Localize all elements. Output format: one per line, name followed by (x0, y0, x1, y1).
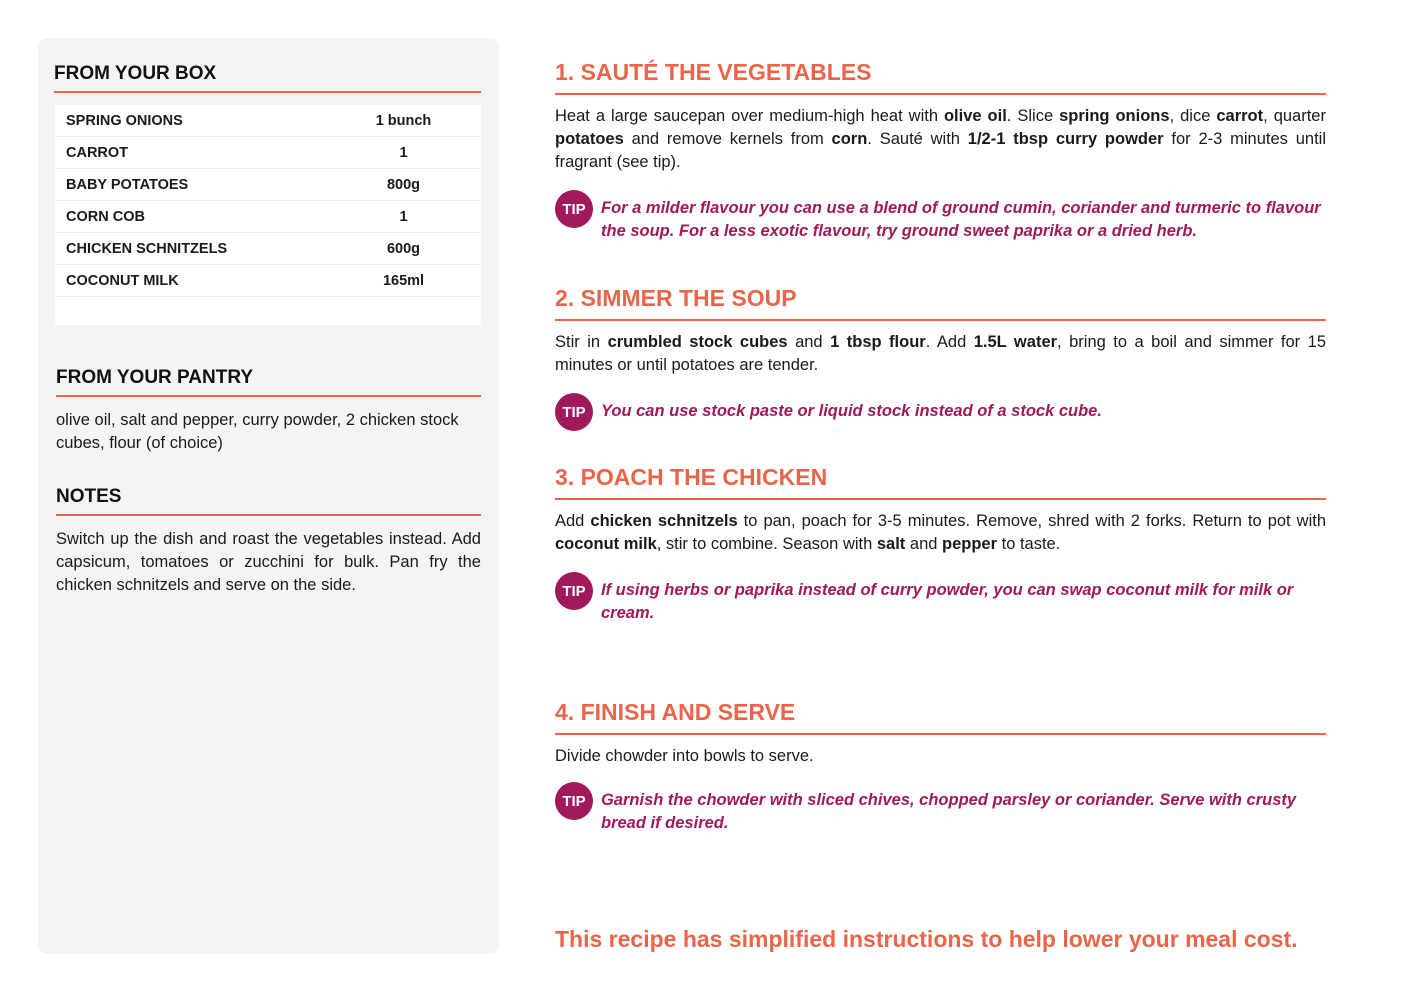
ingredient-emphasis: chicken schnitzels (590, 512, 738, 530)
ingredient-qty: 600g (386, 240, 421, 257)
instruction-text: Heat a large saucepan over medium-high heat with (555, 107, 944, 125)
ingredient-emphasis: spring onions (1059, 107, 1170, 125)
ingredient-name: CARROT (66, 144, 129, 161)
table-row (55, 201, 481, 233)
instruction-text: and remove kernels from (623, 130, 832, 148)
ingredient-name: SPRING ONIONS (66, 112, 183, 129)
ingredient-name: CHICKEN SCHNITZELS (66, 240, 228, 257)
notes-heading: NOTES (56, 486, 481, 516)
ingredients-panel (38, 38, 499, 954)
ingredient-emphasis: olive oil (943, 107, 1007, 125)
box-ingredients-table (55, 105, 481, 325)
tip-text: For a milder flavour you can use a blend of ground cumin, coriander and turmeric to flavour the soup. For a less exotic flavour, try ground sweet paprika or a dried herb. (601, 199, 1321, 240)
ingredient-emphasis: corn (831, 130, 868, 148)
instruction-text: to pan, poach for 3-5 minutes. Remove, shred with 2 forks. Return to pot with (737, 512, 1326, 530)
instruction-text: . Slice (1006, 107, 1060, 125)
step-1-text (555, 105, 1326, 174)
ingredient-emphasis: potatoes (555, 130, 624, 148)
ingredient-name: BABY POTATOES (66, 176, 189, 193)
tip-text: You can use stock paste or liquid stock instead of a stock cube. (601, 402, 1102, 420)
step-4-heading: 4. FINISH AND SERVE (555, 699, 1326, 735)
instruction-text: , quarter (1263, 107, 1326, 125)
ingredient-qty: 1 (399, 144, 408, 161)
instruction-text: . Sauté with (867, 130, 968, 148)
ingredient-qty: 1 bunch (375, 112, 432, 129)
step-2-heading: 2. SIMMER THE SOUP (555, 285, 1326, 321)
tip-text: If using herbs or paprika instead of curry powder, you can swap coconut milk for milk or cream. (601, 581, 1294, 622)
instruction-text: Divide chowder into bowls to serve. (555, 747, 814, 765)
ingredient-emphasis: 1/2-1 tbsp curry powder (967, 130, 1164, 148)
from-your-box-heading: FROM YOUR BOX (54, 63, 481, 93)
instruction-text: and (787, 333, 831, 351)
ingredient-emphasis: 1.5L water (973, 333, 1058, 351)
table-row (55, 265, 481, 297)
ingredient-emphasis: salt (876, 535, 906, 553)
step-2-text (555, 331, 1326, 377)
step-1-heading: 1. SAUTÉ THE VEGETABLES (555, 59, 1326, 95)
ingredient-name: CORN COB (66, 208, 145, 225)
simplified-recipe-note: This recipe has simplified instructions to help lower your meal cost. (555, 926, 1298, 952)
ingredient-qty: 800g (386, 176, 421, 193)
step-3-text (555, 510, 1326, 556)
instruction-text: , bring to a boil and simmer for 15 minutes or until potatoes are tender. (555, 333, 1327, 374)
table-row (55, 233, 481, 265)
pantry-text: olive oil, salt and pepper, curry powder, 2 chicken stock cubes, flour (of choice) (56, 411, 459, 452)
ingredient-qty: 1 (399, 208, 408, 225)
instruction-text: Add (555, 512, 591, 530)
step-4-text (555, 745, 1326, 768)
instruction-text: to taste. (997, 535, 1061, 553)
step-3-heading: 3. POACH THE CHICKEN (555, 464, 1326, 500)
instruction-text: and (905, 535, 943, 553)
table-row (55, 105, 481, 137)
ingredient-emphasis: crumbled stock cubes (607, 333, 788, 351)
table-row (55, 137, 481, 169)
ingredient-emphasis: carrot (1216, 107, 1264, 125)
ingredient-emphasis: 1 tbsp flour (830, 333, 926, 351)
tip-badge: TIP (555, 572, 593, 610)
instruction-text: , dice (1169, 107, 1217, 125)
ingredient-qty: 165ml (382, 272, 425, 289)
instruction-text: for 2-3 minutes until fragrant (see tip). (555, 130, 1326, 171)
tip-badge: TIP (555, 393, 593, 431)
tip-badge: TIP (555, 190, 593, 228)
table-row (55, 169, 481, 201)
tip-text: Garnish the chowder with sliced chives, chopped parsley or coriander. Serve with crusty bread if desired. (601, 791, 1297, 832)
notes-text: Switch up the dish and roast the vegetables instead. Add capsicum, tomatoes or zucchini for bulk. Pan fry the chicken schnitzels and serve on the side. (56, 530, 481, 594)
ingredient-name: COCONUT MILK (66, 272, 179, 289)
instruction-text: Stir in (555, 333, 608, 351)
tip-badge: TIP (555, 782, 593, 820)
ingredient-emphasis: pepper (942, 535, 998, 553)
ingredient-emphasis: coconut milk (555, 535, 657, 553)
from-your-pantry-heading: FROM YOUR PANTRY (56, 367, 481, 397)
instruction-text: . Add (925, 333, 974, 351)
instruction-text: , stir to combine. Season with (656, 535, 877, 553)
